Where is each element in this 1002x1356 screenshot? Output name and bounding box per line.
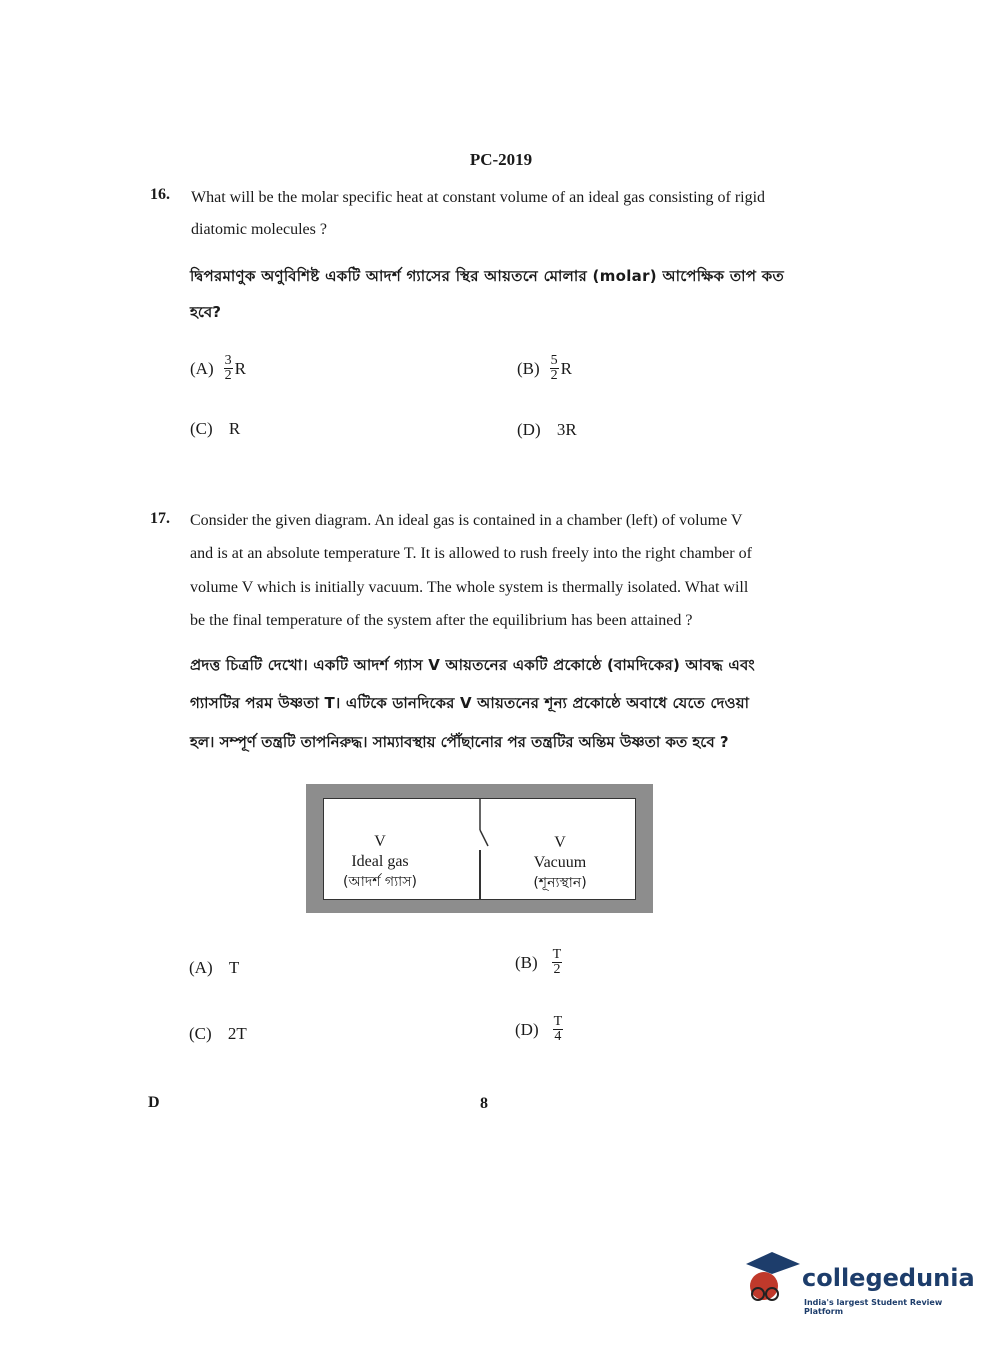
logo-wordmark: collegedunia bbox=[802, 1264, 975, 1292]
q17-option-b[interactable] bbox=[515, 948, 564, 977]
option-label: (B) bbox=[515, 952, 538, 972]
page-header: PC-2019 bbox=[469, 150, 533, 169]
q16-option-a[interactable] bbox=[190, 354, 246, 383]
right-chamber-label bbox=[510, 833, 610, 893]
partition-lower bbox=[479, 850, 481, 900]
fraction bbox=[550, 354, 559, 383]
question-17-text-line1: Consider the given diagram. An ideal gas is contained in a chamber (left) of volume V bbox=[190, 512, 743, 529]
denominator: 2 bbox=[224, 368, 232, 383]
option-value: R bbox=[228, 419, 241, 438]
q17-option-d[interactable] bbox=[515, 1015, 565, 1044]
option-label: (A) bbox=[189, 958, 213, 977]
numerator: 5 bbox=[550, 353, 558, 368]
left-name: Ideal gas bbox=[351, 853, 409, 870]
left-volume: V bbox=[374, 833, 386, 850]
option-label: (C) bbox=[189, 1024, 212, 1043]
question-16-text-line1: What will be the molar specific heat at constant volume of an ideal gas consisting of rigid bbox=[191, 189, 766, 206]
graduate-mascot-icon bbox=[742, 1250, 802, 1310]
numerator: T bbox=[553, 1014, 563, 1029]
question-16-bengali-line2: হবে? bbox=[190, 303, 221, 321]
option-tail: R bbox=[560, 358, 573, 378]
logo-tagline: India's largest Student Review Platform bbox=[804, 1298, 943, 1316]
partition-valve bbox=[470, 798, 492, 852]
option-value: 3R bbox=[556, 420, 577, 439]
option-label: (B) bbox=[517, 358, 540, 378]
question-17-text-line2: and is at an absolute temperature T. It is allowed to rush freely into the right chamber of bbox=[190, 545, 752, 562]
fraction bbox=[553, 1015, 564, 1044]
question-16-text-line2: diatomic molecules ? bbox=[191, 221, 327, 238]
q16-option-b[interactable] bbox=[517, 354, 572, 383]
question-16-bengali-line1: দ্বিপরমাণুক অণুবিশিষ্ট একটি আদর্শ গ্যাসের স্থির আয়তনে মোলার (molar) আপেক্ষিক তাপ কত bbox=[190, 267, 785, 285]
right-name: Vacuum bbox=[533, 854, 587, 871]
option-tail: R bbox=[234, 358, 246, 378]
numerator: T bbox=[552, 947, 562, 962]
q17-option-c[interactable] bbox=[189, 1024, 247, 1044]
question-17-bengali-line1: প্রদত্ত চিত্রটি দেখো। একটি আদর্শ গ্যাস V আয়তনের একটি প্রকোষ্ঠে (বামদিকের) আবদ্ধ এবং bbox=[190, 656, 755, 674]
question-17-text-line4: be the final temperature of the system after the equilibrium has been attained ? bbox=[190, 612, 693, 629]
q17-option-a[interactable] bbox=[189, 958, 239, 978]
collegedunia-logo bbox=[742, 1250, 975, 1318]
numerator: 3 bbox=[224, 353, 232, 368]
option-label: (D) bbox=[517, 420, 541, 439]
page-number: 8 bbox=[480, 1095, 488, 1112]
denominator: 2 bbox=[553, 962, 561, 977]
option-value: T bbox=[228, 958, 240, 977]
right-volume: V bbox=[554, 834, 566, 851]
denominator: 4 bbox=[554, 1029, 562, 1044]
question-17-text-line3: volume V which is initially vacuum. The whole system is thermally isolated. What will bbox=[190, 579, 749, 596]
q16-option-c[interactable] bbox=[190, 419, 240, 439]
option-label: (C) bbox=[190, 419, 213, 438]
valve-flap bbox=[480, 830, 488, 846]
denominator: 2 bbox=[550, 368, 558, 383]
option-label: (D) bbox=[515, 1019, 539, 1039]
question-17-number: 17. bbox=[150, 510, 170, 527]
footer-code: D bbox=[148, 1094, 160, 1111]
fraction bbox=[224, 354, 233, 383]
q16-option-d[interactable] bbox=[517, 420, 577, 440]
question-16-number: 16. bbox=[150, 186, 170, 203]
option-label: (A) bbox=[190, 358, 214, 378]
left-chamber-label bbox=[330, 832, 430, 892]
question-17-bengali-line2: গ্যাসটির পরম উষ্ণতা T। এটিকে ডানদিকের V আয়তনের শূন্য প্রকোষ্ঠে অবাধে যেতে দেওয়া bbox=[190, 694, 750, 712]
question-17-bengali-line3: হল। সম্পূর্ণ তন্ত্রটি তাপনিরুদ্ধ। সাম্যাবস্থায় পৌঁছানোর পর তন্ত্রটির অন্তিম উষ্ণতা কত হবে ? bbox=[190, 733, 729, 751]
right-bengali: (শূন্যস্থান) bbox=[533, 875, 587, 891]
fraction bbox=[552, 948, 563, 977]
left-bengali: (আদর্শ গ্যাস) bbox=[343, 874, 417, 890]
option-value: 2T bbox=[227, 1024, 247, 1043]
